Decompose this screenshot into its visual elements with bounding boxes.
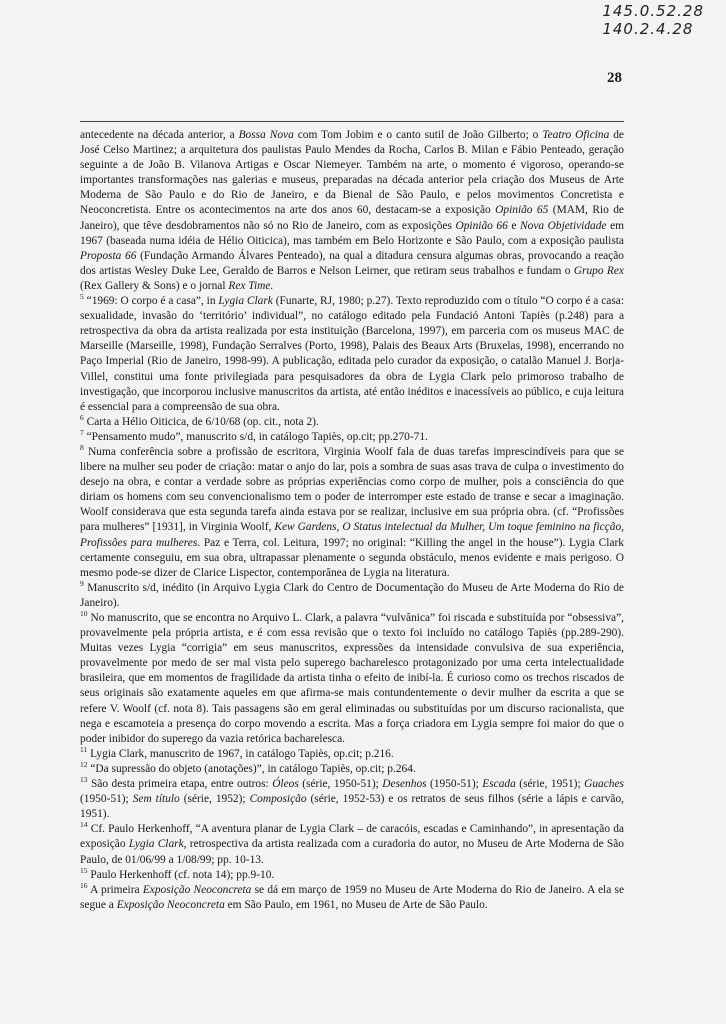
text-run: Cf. Paulo Herkenhoff, “A aventura planar de Lygia Clark – de caracóis, escadas e Caminhando”, in apresentação da exposição <box>80 823 624 851</box>
intro-paragraph <box>80 128 624 294</box>
italic-text: Exposição Neoconcreta <box>142 883 252 896</box>
annotation-line-1: 145.0.52.28 <box>602 2 704 20</box>
italic-text: Opinião 65 <box>495 204 549 217</box>
text-run: Manuscrito s/d, inédito (in Arquivo Lygia Clark do Centro de Documentação do Museu de Arte Moderna do Rio de Janeiro). <box>80 581 624 609</box>
text-run: em São Paulo, em 1961, no Museu de Arte de São Paulo. <box>224 898 488 911</box>
text-run: (Fundação Armando Álvares Penteado), na qual a ditadura censura algumas obras, provocando a reação dos artistas Wesley Duke Lee, Geraldo de Barros e Nelson Leirner, que retiram seus trabalhos e fundam o <box>80 249 624 277</box>
text-run: (Rex Gallery & Sons) e o jornal <box>80 279 229 292</box>
text-run: Carta a Hélio Oiticica, de 6/10/68 (op. cit., nota 2). <box>86 415 319 428</box>
footnote-number: 12 <box>80 760 88 770</box>
footnote-number: 5 <box>80 292 84 302</box>
italic-text: Lygia Clark <box>218 295 273 308</box>
italic-text: Opinião 66 <box>455 219 508 232</box>
footnote <box>80 581 624 611</box>
text-run: (série, 1952-53) e os retratos de seus filhos (série a lápis e carvão, 1951). <box>80 793 624 821</box>
text-run: Lygia Clark, manuscrito de 1967, in catálogo Tapiès, op.cit; p.216. <box>90 747 394 760</box>
text-run: (Funarte, RJ, 1980; p.27). Texto reproduzido com o título “O corpo é a casa: sexualidade, invasão do ‘território’ individual”, no catálogo editado pela Fundació Antoni Tapiès (p.248) para a retrospectiva da obra da artista realizada por esta instituição (Barcelona, 1997), em parceria com os museus MAC de Marseille (Marseille, 1998), Fundação Serralves (Porto, 1998), Palais des Beaux Arts (Bruxelas, 1998), encerrando no Paço Imperial (Rio de Janeiro, 1998-99). A publicação, editada pelo curador da exposição, o catalão Manuel J. Borja-Villel, constitui uma fonte privilegiada para pesquisadores da obra de Lygia Clark pelo primoroso trabalho de investigação, que incorporou inclusive manuscritos da artista, até então inéditos e inacessíveis ao público, e cuja leitura é essencial para a compreensão de sua obra. <box>80 295 624 413</box>
footnote <box>80 777 624 822</box>
text-run: Paulo Herkenhoff (cf. nota 14); pp.9-10. <box>90 868 275 881</box>
text-run: “1969: O corpo é a casa”, in <box>86 295 219 308</box>
italic-text: Desenhos <box>382 778 427 791</box>
text-run: “Da supressão do objeto (anotações)”, in catálogo Tapiès, op.cit; p.264. <box>90 762 416 775</box>
text-run: (série, 1952); <box>179 793 250 806</box>
text-run: A primeira <box>90 883 143 896</box>
italic-text: Escada <box>482 778 516 791</box>
footnote <box>80 762 624 777</box>
text-run: e <box>507 219 521 232</box>
italic-text: Grupo Rex <box>573 264 624 277</box>
footnote-number: 6 <box>80 412 84 422</box>
text-run: . Paz e Terra, col. Leitura, 1997; no original: “Killing the angel in the house”). Lygia Clark certamente conseguiu, em sua obra, ultrapassar plenamente o segunda obstáculo, menos evidente e mais perigoso. O mesmo pode-se dizer de Clarice Lispector, contemporânea de Lygia na literatura. <box>80 536 624 579</box>
footnote <box>80 611 624 747</box>
text-run: São desta primeira etapa, entre outros: <box>90 778 273 791</box>
text-run: (série, 1950-51); <box>298 778 383 791</box>
footnote <box>80 412 624 430</box>
text-run: Numa conferência sobre a profissão de escritora, Virginia Woolf fala de duas tarefas imprescindíveis para que se libere na mulher seu poder de criação: matar o anjo do lar, pois a sombra de suas asas trava de culpa o investimento do desejo na obra, e contar a verdade sobre as próprias experiências como corpo de mulher, pois a consciência do que diriam os homens com seu convencionalismo tem o poder de interromper este estado de transe e secar a imaginação. Woolf considerava que esta segunda tarefa ainda estava por se realizar, inclusive em sua própria obra. (cf. “Profissões para mulheres” [1931], in Virginia Woolf, <box>80 445 624 534</box>
page-body <box>80 128 624 913</box>
italic-text: Composição <box>249 793 307 806</box>
text-run: “Pensamento mudo”, manuscrito s/d, in catálogo Tapiès, op.cit; pp.270-71. <box>86 430 428 443</box>
text-run: antecedente na década anterior, a <box>80 129 239 141</box>
italic-text: Sem título <box>132 793 180 806</box>
italic-text: Exposição Neoconcreta <box>116 898 225 911</box>
footnote-number: 8 <box>80 443 84 453</box>
text-run: (1950-51); <box>426 778 483 791</box>
text-run: com Tom Jobim e o canto sutil de João Gilberto; o <box>293 129 543 141</box>
italic-text: Rex Time. <box>228 279 274 292</box>
footnote <box>80 747 624 762</box>
italic-text: Proposta 66 <box>80 249 137 262</box>
text-run: se dá em março de 1959 no Museu de Arte Moderna do Rio de Janeiro. A ela se segue a <box>80 883 625 911</box>
footnote-number: 11 <box>80 745 88 755</box>
italic-text: Guaches <box>584 778 624 791</box>
annotation-line-2: 140.2.4.28 <box>602 20 694 38</box>
page-number: 28 <box>607 70 622 86</box>
italic-text: Lygia Clark <box>128 838 184 851</box>
italic-text: Bossa Nova <box>238 129 294 141</box>
text-run: (série, 1951); <box>515 778 585 791</box>
text-run: , retrospectiva da artista realizada com a curadoria do autor, no Museu de Arte Moderna de São Paulo, de 01/06/99 a 1/08/99; pp. 10-13. <box>80 838 624 866</box>
footnote <box>80 880 625 913</box>
text-run: (1950-51); <box>80 793 133 806</box>
text-run: No manuscrito, que se encontra no Arquivo L. Clark, a palavra “vulvânica” foi riscada e substituída por “obsessiva”, provavelmente pela própria artista, e é com essa revisão que o texto foi incluído no catálogo Tapiès (pp.289-290). Muitas vezes Lygia “corrigia” em seus manuscritos, expressões da intensidade convulsiva de sua experiência, provavelmente por medo de ser mal vista pelo superego bacharelesco protagonizado por uma certa intelectualidade brasileira, que em momentos de fragilidade da artista tinha o efeito de inibí-la. É curioso como os trechos riscados de seus originais são exatamente aqueles em que afirma-se mais contundentemente o devir mulher da escrita a que se refere V. Woolf (cf. nota 8). Tais passagens são em geral eliminadas ou substituídas por um discurso racionalista, que nega e escamoteia a presença do corpo movendo a escrita. Mas a força criadora em Lygia sempre foi maior do que o poder inibidor do superego da vazia retórica bacharelesca. <box>80 612 624 745</box>
italic-text: Kew Gardens, O Status intelectual da Mulher, Um toque feminino na ficção, Profissões para mulheres <box>80 521 624 549</box>
footnotes-list <box>80 294 624 913</box>
italic-text: Teatro Oficina <box>542 129 610 141</box>
footnote <box>80 294 624 415</box>
footnote <box>80 822 624 867</box>
text-run: de José Celso Martinez; a arquitetura dos paulistas Paulo Mendes da Rocha, Carlos B. Milan e Fábio Penteado, geração seguinte a de João B. Vilanova Artigas e Oscar Niemeyer. Também na arte, o momento é vigoroso, operando-se importantes transformações nas galerias e museus, preparadas na década anterior pela criação dos Museus de Arte Moderna de São Paulo e do Rio de Janeiro, e da Bienal de São Paulo, e pelos movimentos Concretista e Neoconcretista. Entre os acontecimentos na arte dos anos 60, destacam-se a exposição <box>80 129 624 217</box>
text-run: (MAM, Rio de Janeiro), que têve desdobramentos não só no Rio de Janeiro, com as exposições <box>80 204 624 232</box>
footnote-number: 7 <box>80 428 84 438</box>
footnote <box>80 445 624 581</box>
header-rule <box>80 121 624 122</box>
footnote-number: 16 <box>80 880 88 890</box>
footnote-number: 14 <box>80 820 88 830</box>
footnote <box>80 430 624 445</box>
text-run: em 1967 (baseada numa idéia de Hélio Oiticica), mas também em Belo Horizonte e São Paulo, com a exposição paulista <box>80 219 624 247</box>
handwritten-annotation <box>602 2 704 38</box>
footnote-number: 9 <box>80 579 84 589</box>
footnote-number: 15 <box>80 865 88 875</box>
italic-text: Óleos <box>272 778 299 791</box>
footnote-number: 13 <box>80 775 88 785</box>
footnote-number: 10 <box>80 609 88 619</box>
footnote <box>80 865 624 883</box>
italic-text: Nova Objetividade <box>520 219 607 232</box>
